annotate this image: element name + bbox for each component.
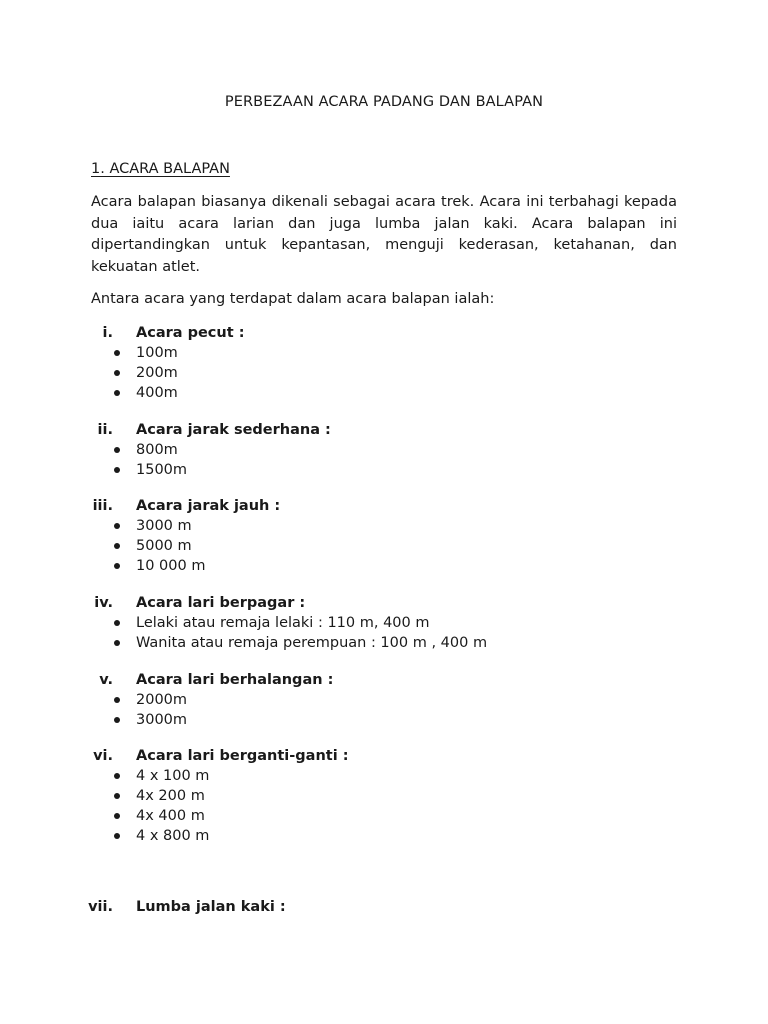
bullet-icon xyxy=(114,833,120,839)
group-heading xyxy=(91,420,677,440)
group-numeral: iii. xyxy=(92,498,113,514)
group-numeral: iv. xyxy=(94,595,113,611)
list-item xyxy=(91,516,677,536)
group-title: Acara jarak jauh : xyxy=(136,498,281,514)
bullet-icon xyxy=(114,467,120,473)
list-item-text: Lelaki atau remaja lelaki : 110 m, 400 m xyxy=(136,615,430,631)
intro-paragraph: Acara balapan biasanya dikenali sebagai acara trek. Acara ini terbahagi kepada dua iaitu acara larian dan juga lumba jalan kaki. Acara balapan ini dipertandingkan untuk kepantasan, menguji kederasan, ketahanan, dan kekuatan atlet. xyxy=(91,194,677,275)
list-item-text: 400m xyxy=(136,385,178,401)
list-item xyxy=(91,786,677,806)
list-item xyxy=(91,536,677,556)
list-item-text: 800m xyxy=(136,442,178,458)
list-item xyxy=(91,556,677,576)
list-item xyxy=(91,383,677,403)
group-heading xyxy=(91,496,677,516)
section-heading: 1. ACARA BALAPAN xyxy=(91,161,230,177)
event-list xyxy=(91,343,677,403)
event-group-sprint xyxy=(91,323,677,403)
list-item-text: 100m xyxy=(136,345,178,361)
group-title: Lumba jalan kaki : xyxy=(136,899,286,915)
event-group-middle-distance xyxy=(91,420,677,480)
event-list xyxy=(91,766,677,846)
bullet-icon xyxy=(114,773,120,779)
group-title: Acara lari berganti-ganti : xyxy=(136,748,349,764)
bullet-icon xyxy=(114,370,120,376)
bullet-icon xyxy=(114,640,120,646)
list-item-text: 3000m xyxy=(136,712,188,728)
list-item-text: 4x 400 m xyxy=(136,808,205,824)
group-numeral: v. xyxy=(99,672,113,688)
bullet-icon xyxy=(114,390,120,396)
bullet-icon xyxy=(114,697,120,703)
bullet-icon xyxy=(114,717,120,723)
group-title: Acara lari berpagar : xyxy=(136,595,306,611)
group-title: Acara jarak sederhana : xyxy=(136,422,331,438)
event-group-race-walking xyxy=(88,897,677,917)
list-item-text: 4 x 800 m xyxy=(136,828,210,844)
list-item-text: 4x 200 m xyxy=(136,788,205,804)
group-numeral: ii. xyxy=(97,422,113,438)
event-group-relay xyxy=(91,746,677,846)
list-item xyxy=(91,710,677,730)
group-title: Acara pecut : xyxy=(136,325,245,341)
bullet-icon xyxy=(114,620,120,626)
bullet-icon xyxy=(114,523,120,529)
list-item xyxy=(91,363,677,383)
bullet-icon xyxy=(114,563,120,569)
list-item xyxy=(91,806,677,826)
list-item-text: 200m xyxy=(136,365,178,381)
document-page xyxy=(88,0,677,1024)
event-list xyxy=(91,690,677,730)
bullet-icon xyxy=(114,543,120,549)
group-numeral: vii. xyxy=(88,899,113,915)
list-item xyxy=(91,613,677,633)
bullet-icon xyxy=(114,350,120,356)
event-list xyxy=(91,516,677,576)
bullet-icon xyxy=(114,447,120,453)
event-group-hurdles xyxy=(91,593,677,653)
group-heading xyxy=(91,746,677,766)
list-item-text: 4 x 100 m xyxy=(136,768,210,784)
event-list xyxy=(91,440,677,480)
list-item-text: Wanita atau remaja perempuan : 100 m , 400 m xyxy=(136,635,488,651)
group-heading xyxy=(91,323,677,343)
event-list xyxy=(91,613,677,653)
list-item xyxy=(91,826,677,846)
event-group-long-distance xyxy=(91,496,677,576)
list-item xyxy=(91,766,677,786)
list-item xyxy=(91,440,677,460)
list-item-text: 1500m xyxy=(136,462,188,478)
group-numeral: vi. xyxy=(93,748,113,764)
event-group-steeplechase xyxy=(91,670,677,730)
document-title: PERBEZAAN ACARA PADANG DAN BALAPAN xyxy=(224,94,544,110)
list-item xyxy=(91,690,677,710)
list-item xyxy=(91,343,677,363)
list-item-text: 3000 m xyxy=(136,518,192,534)
lead-sentence: Antara acara yang terdapat dalam acara balapan ialah: xyxy=(91,291,495,307)
group-heading xyxy=(91,670,677,690)
bullet-icon xyxy=(114,813,120,819)
list-item xyxy=(91,633,677,653)
list-item-text: 10 000 m xyxy=(136,558,206,574)
group-title: Acara lari berhalangan : xyxy=(136,672,334,688)
bullet-icon xyxy=(114,793,120,799)
list-item-text: 5000 m xyxy=(136,538,192,554)
group-heading xyxy=(88,897,677,917)
group-heading xyxy=(91,593,677,613)
group-numeral: i. xyxy=(102,325,113,341)
list-item xyxy=(91,460,677,480)
list-item-text: 2000m xyxy=(136,692,188,708)
